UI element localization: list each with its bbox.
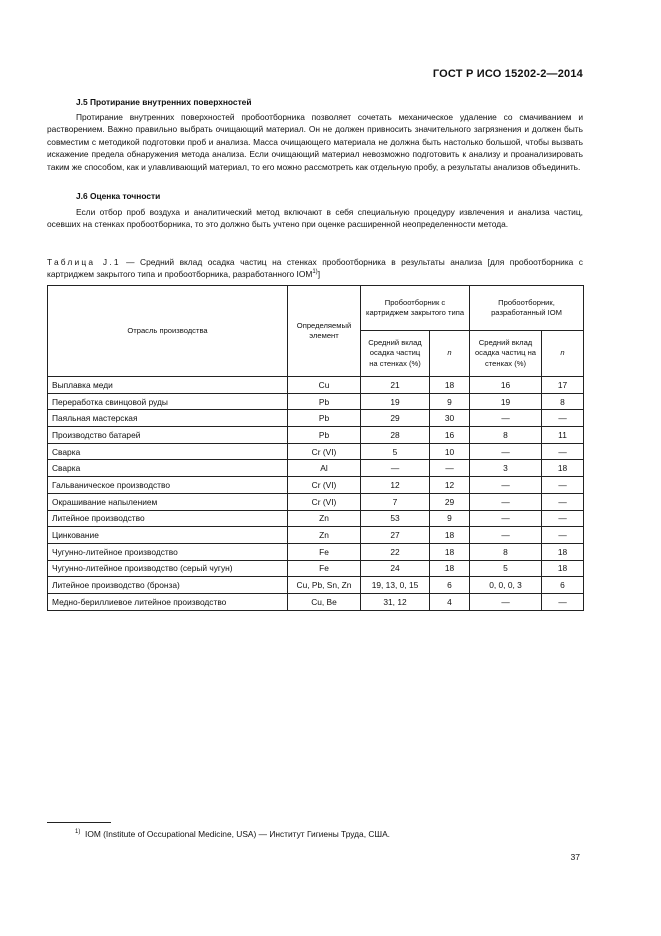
cell-cc-n: 9 bbox=[430, 510, 470, 527]
cell-cc-n: 18 bbox=[430, 543, 470, 560]
header-cc-avg-contribution: Средний вклад осадка частиц на стенках (%) bbox=[361, 331, 430, 377]
cell-cc-avg-contribution: 19, 13, 0, 15 bbox=[361, 577, 430, 594]
cell-iom-avg-contribution: — bbox=[470, 443, 542, 460]
footnote-mark: 1) bbox=[75, 829, 81, 836]
table-row bbox=[48, 510, 584, 527]
cell-iom-n: — bbox=[542, 410, 584, 427]
cell-cc-avg-contribution: 7 bbox=[361, 493, 430, 510]
cell-iom-avg-contribution: — bbox=[470, 410, 542, 427]
cell-cc-n: 4 bbox=[430, 593, 470, 610]
cell-cc-n: 16 bbox=[430, 427, 470, 444]
cell-industry: Переработка свинцовой руды bbox=[48, 393, 288, 410]
header-industry: Отрасль производства bbox=[48, 286, 288, 377]
cell-iom-n: — bbox=[542, 593, 584, 610]
cell-iom-n: 18 bbox=[542, 560, 584, 577]
cell-industry: Медно-бериллиевое литейное производство bbox=[48, 593, 288, 610]
cell-industry: Чугунно-литейное производство (серый чугун) bbox=[48, 560, 288, 577]
cell-cc-n: 9 bbox=[430, 393, 470, 410]
cell-cc-avg-contribution: 12 bbox=[361, 477, 430, 494]
table-caption bbox=[47, 256, 583, 280]
cell-element: Cu bbox=[288, 377, 361, 394]
cell-cc-n: 30 bbox=[430, 410, 470, 427]
table-row bbox=[48, 527, 584, 544]
table-row bbox=[48, 577, 584, 594]
header-iom-n: n bbox=[542, 331, 584, 377]
cell-element: Al bbox=[288, 460, 361, 477]
cell-cc-avg-contribution: 28 bbox=[361, 427, 430, 444]
cell-element: Pb bbox=[288, 427, 361, 444]
cell-industry: Производство батарей bbox=[48, 427, 288, 444]
cell-industry: Выплавка меди bbox=[48, 377, 288, 394]
cell-iom-avg-contribution: 8 bbox=[470, 543, 542, 560]
table-row bbox=[48, 393, 584, 410]
cell-cc-avg-contribution: 27 bbox=[361, 527, 430, 544]
cell-iom-avg-contribution: — bbox=[470, 493, 542, 510]
cell-iom-avg-contribution: — bbox=[470, 510, 542, 527]
cell-iom-n: 18 bbox=[542, 543, 584, 560]
cell-cc-n: 18 bbox=[430, 527, 470, 544]
table-caption-footnote-mark: 1) bbox=[312, 269, 318, 276]
footnote bbox=[75, 829, 390, 839]
cell-iom-n: — bbox=[542, 527, 584, 544]
header-closed-cartridge: Пробоотборник с картриджем закрытого типа bbox=[361, 286, 470, 331]
table-body bbox=[48, 377, 584, 611]
cell-industry: Чугунно-литейное производство bbox=[48, 543, 288, 560]
table-row bbox=[48, 493, 584, 510]
cell-element: Pb bbox=[288, 393, 361, 410]
cell-cc-avg-contribution: 21 bbox=[361, 377, 430, 394]
cell-iom-avg-contribution: 16 bbox=[470, 377, 542, 394]
cell-element: Cu, Pb, Sn, Zn bbox=[288, 577, 361, 594]
section-j5-title: J.5 Протирание внутренних поверхностей bbox=[76, 97, 252, 107]
cell-iom-n: — bbox=[542, 493, 584, 510]
cell-iom-avg-contribution: 19 bbox=[470, 393, 542, 410]
table-caption-end: ] bbox=[317, 269, 321, 280]
table-row bbox=[48, 427, 584, 444]
cell-industry: Литейное производство bbox=[48, 510, 288, 527]
cell-industry: Гальваническое производство bbox=[48, 477, 288, 494]
cell-cc-avg-contribution: 22 bbox=[361, 543, 430, 560]
cell-cc-n: 18 bbox=[430, 560, 470, 577]
page-number: 37 bbox=[570, 852, 580, 862]
cell-element: Pb bbox=[288, 410, 361, 427]
cell-cc-n: 18 bbox=[430, 377, 470, 394]
cell-cc-avg-contribution: 53 bbox=[361, 510, 430, 527]
cell-iom-n: — bbox=[542, 510, 584, 527]
cell-element: Cu, Be bbox=[288, 593, 361, 610]
table-row bbox=[48, 410, 584, 427]
cell-cc-avg-contribution: 24 bbox=[361, 560, 430, 577]
data-table bbox=[47, 285, 584, 611]
cell-iom-n: 8 bbox=[542, 393, 584, 410]
header-cc-n: n bbox=[430, 331, 470, 377]
footnote-text: IOM (Institute of Occupational Medicine, USA) — Институт Гигиены Труда, США. bbox=[85, 829, 391, 839]
cell-element: Fe bbox=[288, 543, 361, 560]
cell-element: Zn bbox=[288, 527, 361, 544]
cell-iom-avg-contribution: — bbox=[470, 593, 542, 610]
cell-industry: Окрашивание напылением bbox=[48, 493, 288, 510]
section-j6-text: Если отбор проб воздуха и аналитический метод включают в себя специальную процедуру извлечения и анализа частиц, осевших на стенках пробоотборника, то это должно быть учтено при оценке расширенной неопределенности метода. bbox=[47, 207, 583, 230]
cell-element: Fe bbox=[288, 560, 361, 577]
cell-iom-n: 6 bbox=[542, 577, 584, 594]
cell-industry: Литейное производство (бронза) bbox=[48, 577, 288, 594]
table-row bbox=[48, 377, 584, 394]
cell-cc-avg-contribution: 5 bbox=[361, 443, 430, 460]
header-iom: Пробоотборник, разработанный IOM bbox=[470, 286, 584, 331]
cell-cc-avg-contribution: — bbox=[361, 460, 430, 477]
cell-iom-n: — bbox=[542, 443, 584, 460]
cell-iom-avg-contribution: 3 bbox=[470, 460, 542, 477]
cell-industry: Паяльная мастерская bbox=[48, 410, 288, 427]
cell-cc-avg-contribution: 29 bbox=[361, 410, 430, 427]
table-row bbox=[48, 477, 584, 494]
cell-cc-n: 10 bbox=[430, 443, 470, 460]
cell-industry: Сварка bbox=[48, 443, 288, 460]
cell-cc-n: 6 bbox=[430, 577, 470, 594]
cell-cc-n: 12 bbox=[430, 477, 470, 494]
cell-iom-n: 18 bbox=[542, 460, 584, 477]
footnote-divider bbox=[47, 822, 111, 823]
cell-cc-n: 29 bbox=[430, 493, 470, 510]
cell-element: Cr (VI) bbox=[288, 477, 361, 494]
cell-element: Zn bbox=[288, 510, 361, 527]
cell-cc-n: — bbox=[430, 460, 470, 477]
cell-element: Cr (VI) bbox=[288, 443, 361, 460]
cell-iom-avg-contribution: 5 bbox=[470, 560, 542, 577]
cell-iom-n: — bbox=[542, 477, 584, 494]
cell-iom-avg-contribution: 8 bbox=[470, 427, 542, 444]
cell-cc-avg-contribution: 19 bbox=[361, 393, 430, 410]
header-iom-avg-contribution: Средний вклад осадка частиц на стенках (%) bbox=[470, 331, 542, 377]
table-row bbox=[48, 560, 584, 577]
cell-iom-avg-contribution: — bbox=[470, 527, 542, 544]
cell-iom-n: 17 bbox=[542, 377, 584, 394]
section-j5-text: Протирание внутренних поверхностей пробоотборника позволяет сочетать механическое удаление со смачиванием и растворением. Важно правильно выбрать очищающий материал. Он не должен привносить значительного загрязнения и должен быть совместим с методикой подготовки проб и анализа. Масса очищающего материала не должна быть настолько большой, чтобы вызвать искажение предела обнаружения метода анализа. Если очищающий материал невозможно подготовить к анализу и проанализировать таким же способом, как и улавливающий материал, то его можно рассмотреть как отдельную пробу, а результаты анализов объединить. bbox=[47, 112, 583, 172]
table-row bbox=[48, 593, 584, 610]
table-row bbox=[48, 460, 584, 477]
cell-iom-n: 11 bbox=[542, 427, 584, 444]
table-caption-text: — Средний вклад осадка частиц на стенках пробоотборника в результаты анализа [для пробоотборника с картриджем закрытого типа и пробоотборника, разработанного IOM bbox=[47, 257, 583, 280]
document-header: ГОСТ Р ИСО 15202-2—2014 bbox=[432, 68, 583, 80]
table-row bbox=[48, 543, 584, 560]
cell-iom-avg-contribution: 0, 0, 0, 3 bbox=[470, 577, 542, 594]
table-row bbox=[48, 443, 584, 460]
cell-element: Cr (VI) bbox=[288, 493, 361, 510]
section-j6-title: J.6 Оценка точности bbox=[76, 191, 161, 201]
header-element: Определяемый элемент bbox=[288, 286, 361, 377]
table-caption-label: Таблица J.1 bbox=[47, 257, 121, 267]
cell-iom-avg-contribution: — bbox=[470, 477, 542, 494]
cell-cc-avg-contribution: 31, 12 bbox=[361, 593, 430, 610]
cell-industry: Сварка bbox=[48, 460, 288, 477]
cell-industry: Цинкование bbox=[48, 527, 288, 544]
